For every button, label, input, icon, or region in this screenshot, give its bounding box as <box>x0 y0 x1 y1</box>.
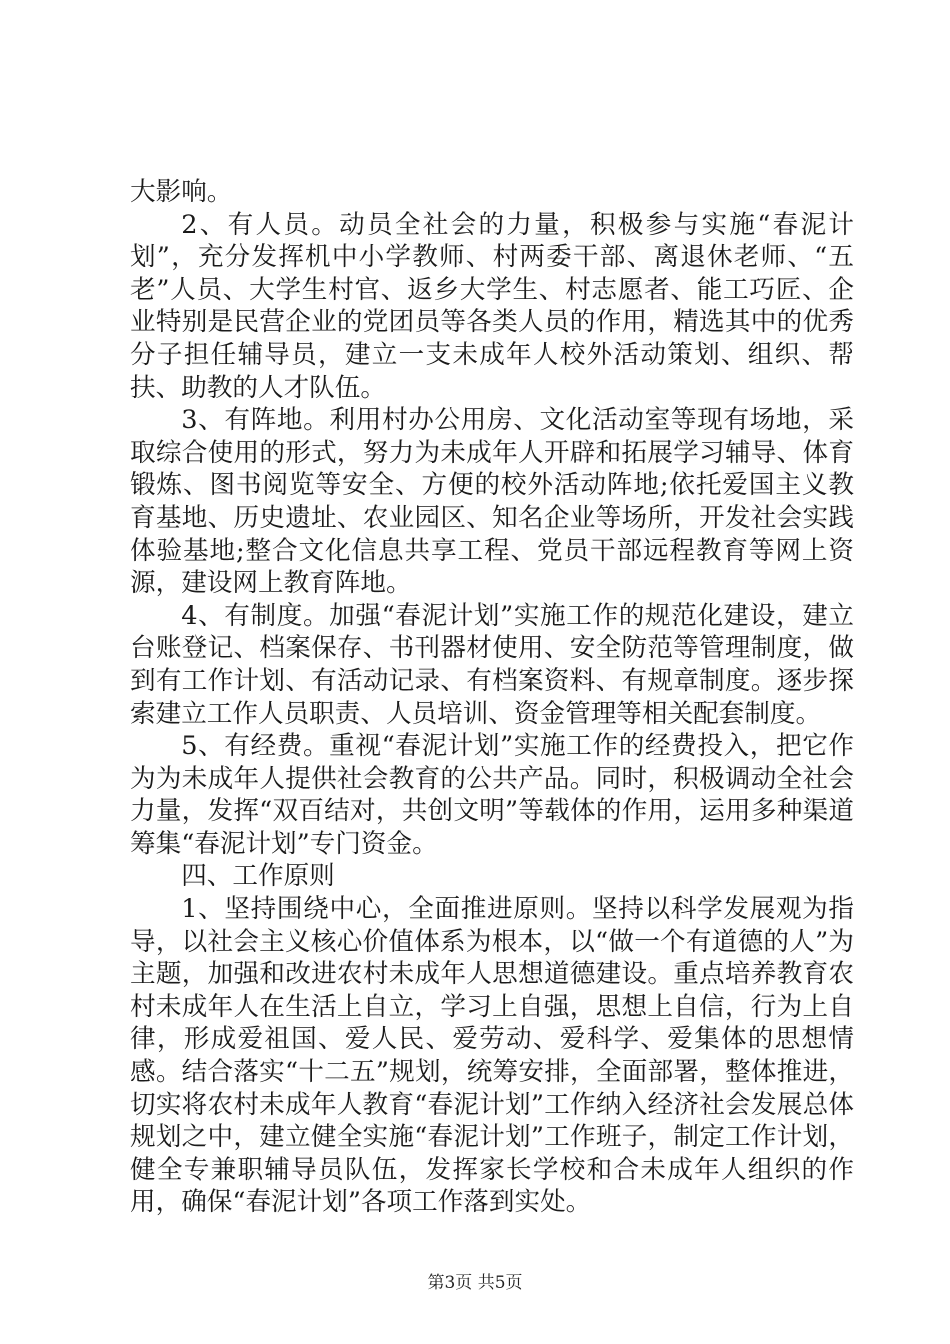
paragraph-systems: 4、有制度。加强“春泥计划”实施工作的规范化建设，建立台账登记、档案保存、书刊器材使用、安全防范等管理制度，做到有工作计划、有活动记录、有档案资料、有规章制度。逐步探索建立工作人员职责、人员培训、资金管理等相关配套制度。 <box>130 600 854 729</box>
paragraph-principle-1: 1、坚持围绕中心，全面推进原则。坚持以科学发展观为指导，以社会主义核心价值体系为根本，以“做一个有道德的人”为主题，加强和改进农村未成年人思想道德建设。重点培养教育农村未成年人在生活上自立，学习上自强，思想上自信，行为上自律，形成爱祖国、爱人民、爱劳动、爱科学、爱集体的思想情感。结合落实“十二五”规划，统筹安排，全面部署，整体推进，切实将农村未成年人教育“春泥计划”工作纳入经济社会发展总体规划之中，建立健全实施“春泥计划”工作班子，制定工作计划，健全专兼职辅导员队伍，发挥家长学校和合未成年人组织的作用，确保“春泥计划”各项工作落到实处。 <box>130 894 854 1218</box>
paragraph-continuation: 大影响。 <box>130 177 233 207</box>
page-number-footer: 第3页 共5页 <box>427 1273 523 1293</box>
section-heading-principles: 四、工作原则 <box>181 861 335 892</box>
paragraph-funding: 5、有经费。重视“春泥计划”实施工作的经费投入，把它作为为未成年人提供社会教育的公共产品。同时，积极调动全社会力量，发挥“双百结对，共创文明”等载体的作用，运用多种渠道筹集“春泥计划”专门资金。 <box>130 731 854 859</box>
paragraph-personnel: 2、有人员。动员全社会的力量，积极参与实施“春泥计划”，充分发挥机中小学教师、村两委干部、离退休老师、“五老”人员、大学生村官、返乡大学生、村志愿者、能工巧匠、企业特别是民营企业的党团员等各类人员的作用，精选其中的优秀分子担任辅导员，建立一支未成年人校外活动策划、组织、帮扶、助教的人才队伍。 <box>130 209 854 403</box>
document-body <box>130 176 854 1219</box>
paragraph-venues: 3、有阵地。利用村办公用房、文化活动室等现有场地，采取综合使用的形式，努力为未成年人开辟和拓展学习辅导、体育锻炼、图书阅览等安全、方便的校外活动阵地;依托爱国主义教育基地、历史遗址、农业园区、知名企业等场所，开发社会实践体验基地;整合文化信息共享工程、党员干部远程教育等网上资源，建设网上教育阵地。 <box>130 405 854 599</box>
